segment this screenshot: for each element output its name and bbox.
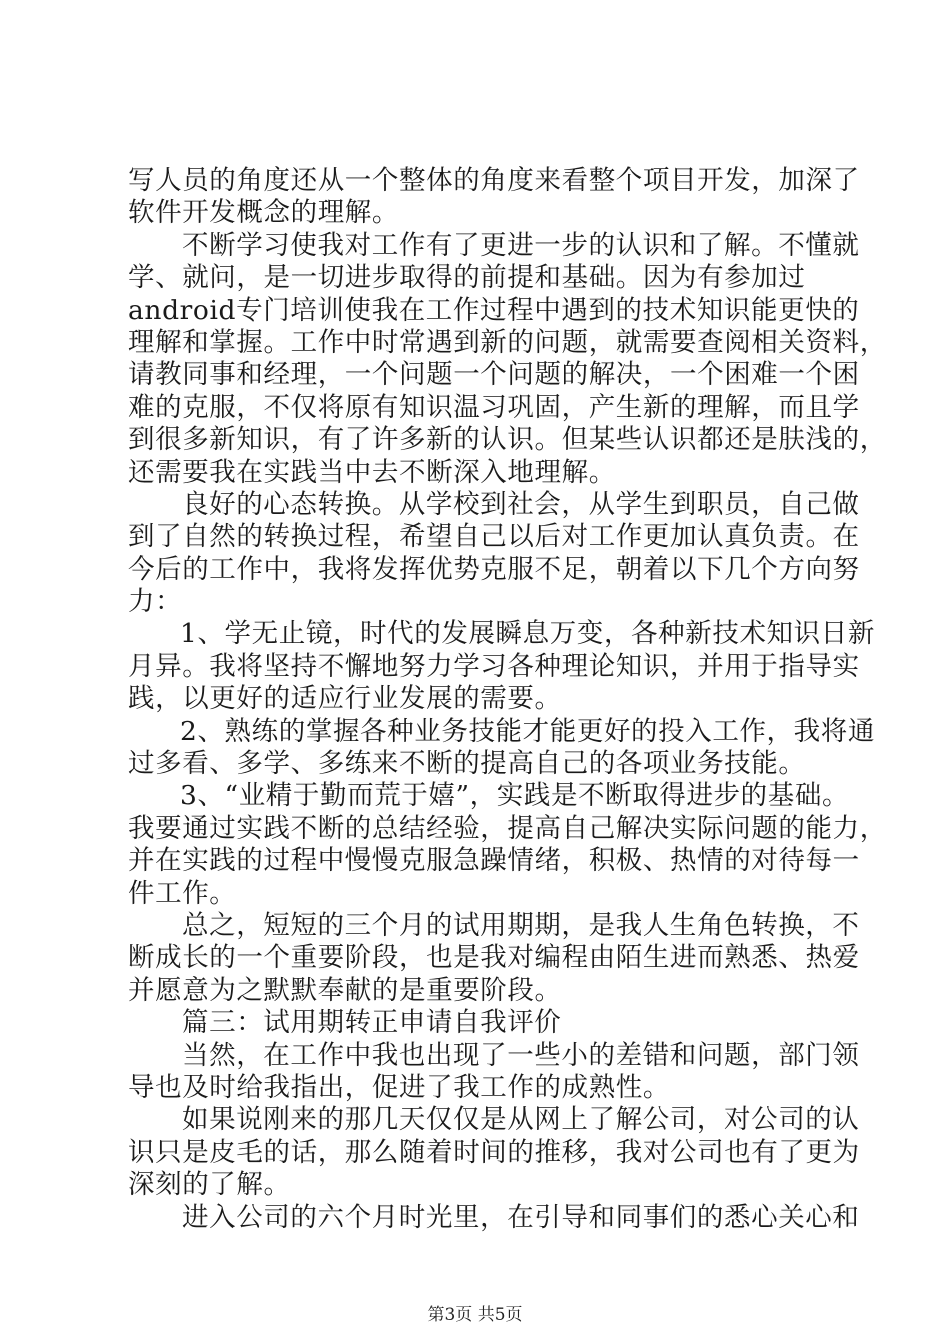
text-line: 力： xyxy=(128,586,183,618)
text-line: 学、就问，是一切进步取得的前提和基础。因为有参加过 xyxy=(128,262,806,294)
paragraph-start: 不断学习使我对工作有了更进一步的认识和了解。不懂就 xyxy=(182,229,860,261)
text-line: 到了自然的转换过程，希望自己以后对工作更加认真负责。在 xyxy=(128,521,860,553)
text-line: 还需要我在实践当中去不断深入地理解。 xyxy=(128,456,616,488)
text-line: 到很多新知识，有了许多新的认识。但某些认识都还是肤浅的， xyxy=(128,424,887,456)
text-line: 今后的工作中，我将发挥优势克服不足，朝着以下几个方向努 xyxy=(128,553,860,585)
text-line: 我要通过实践不断的总结经验，提高自己解决实际问题的能力， xyxy=(128,812,887,844)
list-item-start: 3、“业精于勤而荒于嬉”，实践是不断取得进步的基础。 xyxy=(180,780,850,812)
text-line: 软件开发概念的理解。 xyxy=(128,197,399,229)
page-number-footer: 第3页 共5页 xyxy=(427,1305,523,1325)
text-line: 识只是皮毛的话，那么随着时间的推移，我对公司也有了更为 xyxy=(128,1136,860,1168)
text-line: 件工作。 xyxy=(128,877,237,909)
section-heading: 篇三：试用期转正申请自我评价 xyxy=(182,1007,562,1039)
text-line: 导也及时给我指出，促进了我工作的成熟性。 xyxy=(128,1071,670,1103)
text-line: 难的克服，不仅将原有知识温习巩固，产生新的理解，而且学 xyxy=(128,391,860,423)
paragraph-start: 如果说刚来的那几天仅仅是从网上了解公司，对公司的认 xyxy=(182,1104,860,1136)
paragraph-start: 总之，短短的三个月的试用期期，是我人生角色转换，不 xyxy=(182,909,860,941)
text-line: 并愿意为之默默奉献的是重要阶段。 xyxy=(128,974,562,1006)
text-line: 请教同事和经理，一个问题一个问题的解决，一个困难一个困 xyxy=(128,359,860,391)
list-item-start: 2、熟练的掌握各种业务技能才能更好的投入工作，我将通 xyxy=(180,715,875,747)
text-line: 并在实践的过程中慢慢克服急躁情绪，积极、热情的对待每一 xyxy=(128,845,860,877)
text-line: 深刻的了解。 xyxy=(128,1169,291,1201)
text-line: 理解和掌握。工作中时常遇到新的问题，就需要查阅相关资料， xyxy=(128,326,887,358)
paragraph-start: 良好的心态转换。从学校到社会，从学生到职员，自己做 xyxy=(182,488,860,520)
text-line: 过多看、多学、多练来不断的提高自己的各项业务技能。 xyxy=(128,748,806,780)
text-line: 践，以更好的适应行业发展的需要。 xyxy=(128,683,562,715)
paragraph-start: 进入公司的六个月时光里，在引导和同事们的悉心关心和 xyxy=(182,1201,860,1233)
list-item-start: 1、学无止镜，时代的发展瞬息万变，各种新技术知识日新 xyxy=(180,618,875,650)
paragraph-start: 当然，在工作中我也出现了一些小的差错和问题，部门领 xyxy=(182,1039,860,1071)
text-line: 断成长的一个重要阶段，也是我对编程由陌生进而熟悉、热爱 xyxy=(128,942,860,974)
text-line: android专门培训使我在工作过程中遇到的技术知识能更快的 xyxy=(128,294,860,326)
text-line: 月异。我将坚持不懈地努力学习各种理论知识，并用于指导实 xyxy=(128,650,860,682)
text-line: 写人员的角度还从一个整体的角度来看整个项目开发，加深了 xyxy=(128,165,860,196)
document-body xyxy=(128,165,887,1234)
